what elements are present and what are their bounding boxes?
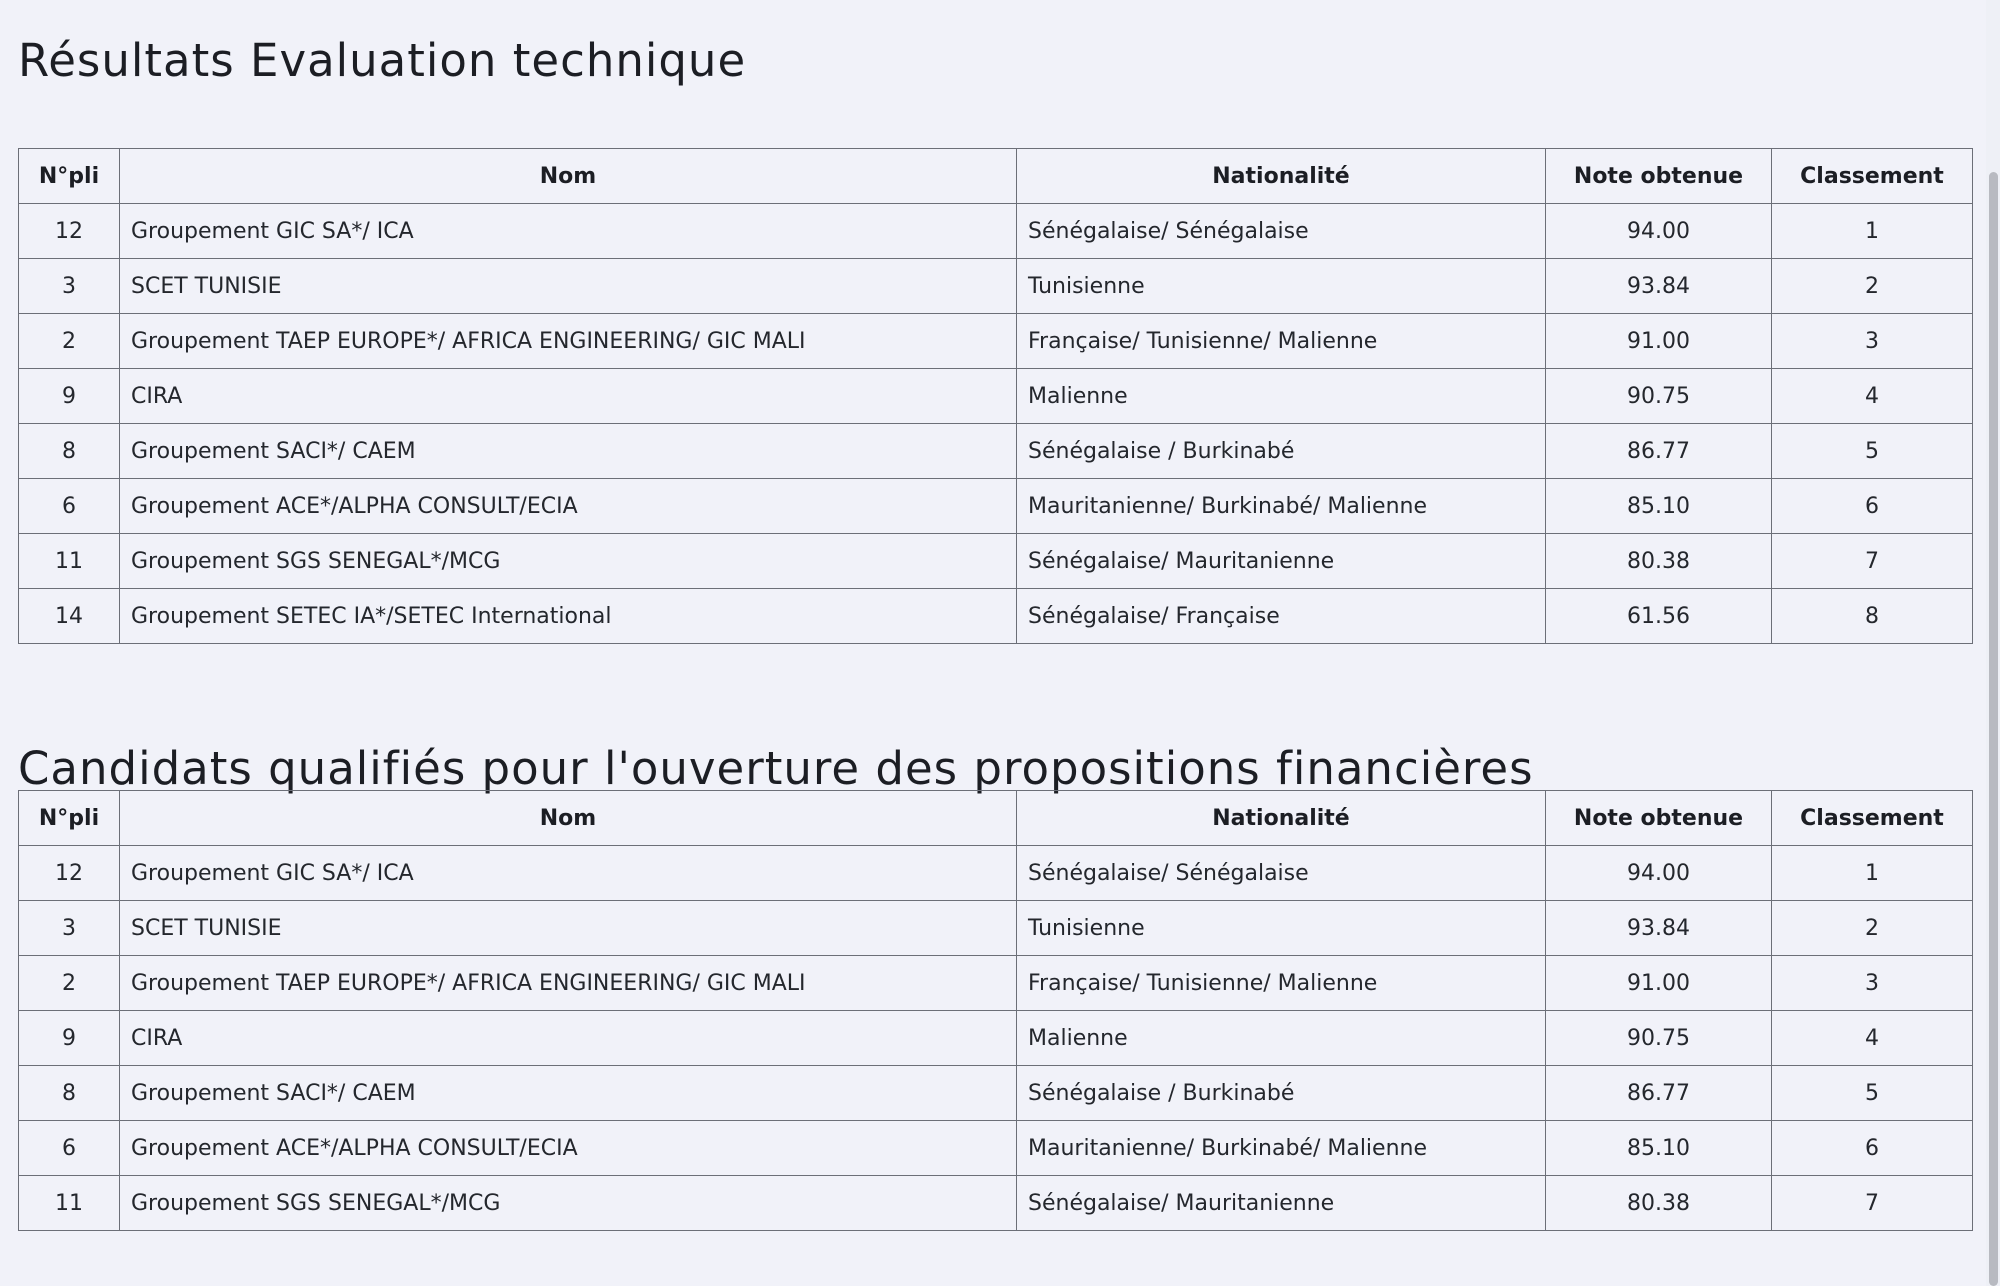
- table-row: [19, 1121, 1973, 1176]
- table-header-row: [19, 791, 1973, 846]
- cell-note: 61.56: [1546, 589, 1772, 644]
- cell-npli: 2: [19, 956, 120, 1011]
- cell-npli: 12: [19, 204, 120, 259]
- column-header-nom: Nom: [120, 791, 1017, 846]
- cell-nationalite: Malienne: [1017, 1011, 1546, 1066]
- cell-note: 91.00: [1546, 314, 1772, 369]
- cell-nom: Groupement GIC SA*/ ICA: [120, 846, 1017, 901]
- column-header-nationalite: Nationalité: [1017, 149, 1546, 204]
- cell-nom: Groupement SACI*/ CAEM: [120, 1066, 1017, 1121]
- table-row: [19, 1176, 1973, 1231]
- cell-classement: 4: [1772, 1011, 1973, 1066]
- cell-classement: 4: [1772, 369, 1973, 424]
- table-row: [19, 204, 1973, 259]
- cell-classement: 1: [1772, 846, 1973, 901]
- table-row: [19, 956, 1973, 1011]
- cell-classement: 2: [1772, 259, 1973, 314]
- cell-npli: 6: [19, 1121, 120, 1176]
- table-header-row: [19, 149, 1973, 204]
- cell-classement: 8: [1772, 589, 1973, 644]
- cell-nationalite: Française/ Tunisienne/ Malienne: [1017, 956, 1546, 1011]
- cell-npli: 11: [19, 1176, 120, 1231]
- technical-results-title: Résultats Evaluation technique: [18, 34, 747, 87]
- cell-classement: 1: [1772, 204, 1973, 259]
- cell-npli: 9: [19, 1011, 120, 1066]
- cell-nationalite: Mauritanienne/ Burkinabé/ Malienne: [1017, 1121, 1546, 1176]
- qualified-candidates-table: [18, 790, 1973, 1231]
- table-row: [19, 479, 1973, 534]
- cell-classement: 3: [1772, 314, 1973, 369]
- column-header-npli: N°pli: [19, 791, 120, 846]
- cell-npli: 3: [19, 901, 120, 956]
- cell-classement: 7: [1772, 534, 1973, 589]
- cell-npli: 6: [19, 479, 120, 534]
- cell-nationalite: Mauritanienne/ Burkinabé/ Malienne: [1017, 479, 1546, 534]
- column-header-classement: Classement: [1772, 791, 1973, 846]
- cell-note: 86.77: [1546, 424, 1772, 479]
- cell-npli: 12: [19, 846, 120, 901]
- technical-results-table: [18, 148, 1973, 644]
- column-header-note: Note obtenue: [1546, 791, 1772, 846]
- cell-classement: 3: [1772, 956, 1973, 1011]
- vertical-scrollbar[interactable]: [1986, 0, 2000, 1286]
- table-row: [19, 259, 1973, 314]
- cell-nom: Groupement ACE*/ALPHA CONSULT/ECIA: [120, 1121, 1017, 1176]
- cell-note: 80.38: [1546, 1176, 1772, 1231]
- cell-classement: 7: [1772, 1176, 1973, 1231]
- cell-npli: 14: [19, 589, 120, 644]
- cell-nom: Groupement TAEP EUROPE*/ AFRICA ENGINEERING/ GIC MALI: [120, 956, 1017, 1011]
- cell-note: 93.84: [1546, 901, 1772, 956]
- cell-nom: CIRA: [120, 1011, 1017, 1066]
- cell-npli: 9: [19, 369, 120, 424]
- cell-classement: 5: [1772, 424, 1973, 479]
- column-header-nom: Nom: [120, 149, 1017, 204]
- cell-npli: 2: [19, 314, 120, 369]
- table-row: [19, 369, 1973, 424]
- cell-nom: Groupement SETEC IA*/SETEC International: [120, 589, 1017, 644]
- cell-note: 86.77: [1546, 1066, 1772, 1121]
- qualified-candidates-title: Candidats qualifiés pour l'ouverture des propositions financières: [18, 742, 1534, 795]
- cell-nationalite: Sénégalaise/ Mauritanienne: [1017, 1176, 1546, 1231]
- cell-note: 85.10: [1546, 1121, 1772, 1176]
- cell-note: 90.75: [1546, 1011, 1772, 1066]
- cell-nationalite: Sénégalaise/ Mauritanienne: [1017, 534, 1546, 589]
- cell-note: 80.38: [1546, 534, 1772, 589]
- cell-npli: 3: [19, 259, 120, 314]
- cell-npli: 8: [19, 1066, 120, 1121]
- table-row: [19, 314, 1973, 369]
- table-row: [19, 589, 1973, 644]
- cell-note: 94.00: [1546, 204, 1772, 259]
- cell-nom: SCET TUNISIE: [120, 259, 1017, 314]
- cell-nationalite: Sénégalaise/ Française: [1017, 589, 1546, 644]
- cell-classement: 6: [1772, 479, 1973, 534]
- cell-nationalite: Sénégalaise / Burkinabé: [1017, 424, 1546, 479]
- cell-npli: 8: [19, 424, 120, 479]
- cell-nom: Groupement ACE*/ALPHA CONSULT/ECIA: [120, 479, 1017, 534]
- cell-nom: SCET TUNISIE: [120, 901, 1017, 956]
- cell-note: 93.84: [1546, 259, 1772, 314]
- table-row: [19, 534, 1973, 589]
- cell-nom: Groupement TAEP EUROPE*/ AFRICA ENGINEERING/ GIC MALI: [120, 314, 1017, 369]
- cell-npli: 11: [19, 534, 120, 589]
- cell-nom: Groupement SACI*/ CAEM: [120, 424, 1017, 479]
- cell-nationalite: Malienne: [1017, 369, 1546, 424]
- cell-nom: CIRA: [120, 369, 1017, 424]
- column-header-nationalite: Nationalité: [1017, 791, 1546, 846]
- cell-classement: 2: [1772, 901, 1973, 956]
- cell-nom: Groupement GIC SA*/ ICA: [120, 204, 1017, 259]
- cell-nationalite: Sénégalaise / Burkinabé: [1017, 1066, 1546, 1121]
- cell-note: 85.10: [1546, 479, 1772, 534]
- cell-nationalite: Sénégalaise/ Sénégalaise: [1017, 846, 1546, 901]
- cell-note: 90.75: [1546, 369, 1772, 424]
- cell-nationalite: Française/ Tunisienne/ Malienne: [1017, 314, 1546, 369]
- scrollbar-thumb[interactable]: [1989, 172, 1998, 1286]
- cell-nationalite: Sénégalaise/ Sénégalaise: [1017, 204, 1546, 259]
- cell-nom: Groupement SGS SENEGAL*/MCG: [120, 534, 1017, 589]
- cell-nationalite: Tunisienne: [1017, 259, 1546, 314]
- cell-note: 91.00: [1546, 956, 1772, 1011]
- cell-nationalite: Tunisienne: [1017, 901, 1546, 956]
- table-row: [19, 901, 1973, 956]
- column-header-classement: Classement: [1772, 149, 1973, 204]
- table-row: [19, 846, 1973, 901]
- table-row: [19, 424, 1973, 479]
- table-row: [19, 1011, 1973, 1066]
- table-row: [19, 1066, 1973, 1121]
- cell-note: 94.00: [1546, 846, 1772, 901]
- column-header-note: Note obtenue: [1546, 149, 1772, 204]
- column-header-npli: N°pli: [19, 149, 120, 204]
- cell-classement: 6: [1772, 1121, 1973, 1176]
- cell-nom: Groupement SGS SENEGAL*/MCG: [120, 1176, 1017, 1231]
- cell-classement: 5: [1772, 1066, 1973, 1121]
